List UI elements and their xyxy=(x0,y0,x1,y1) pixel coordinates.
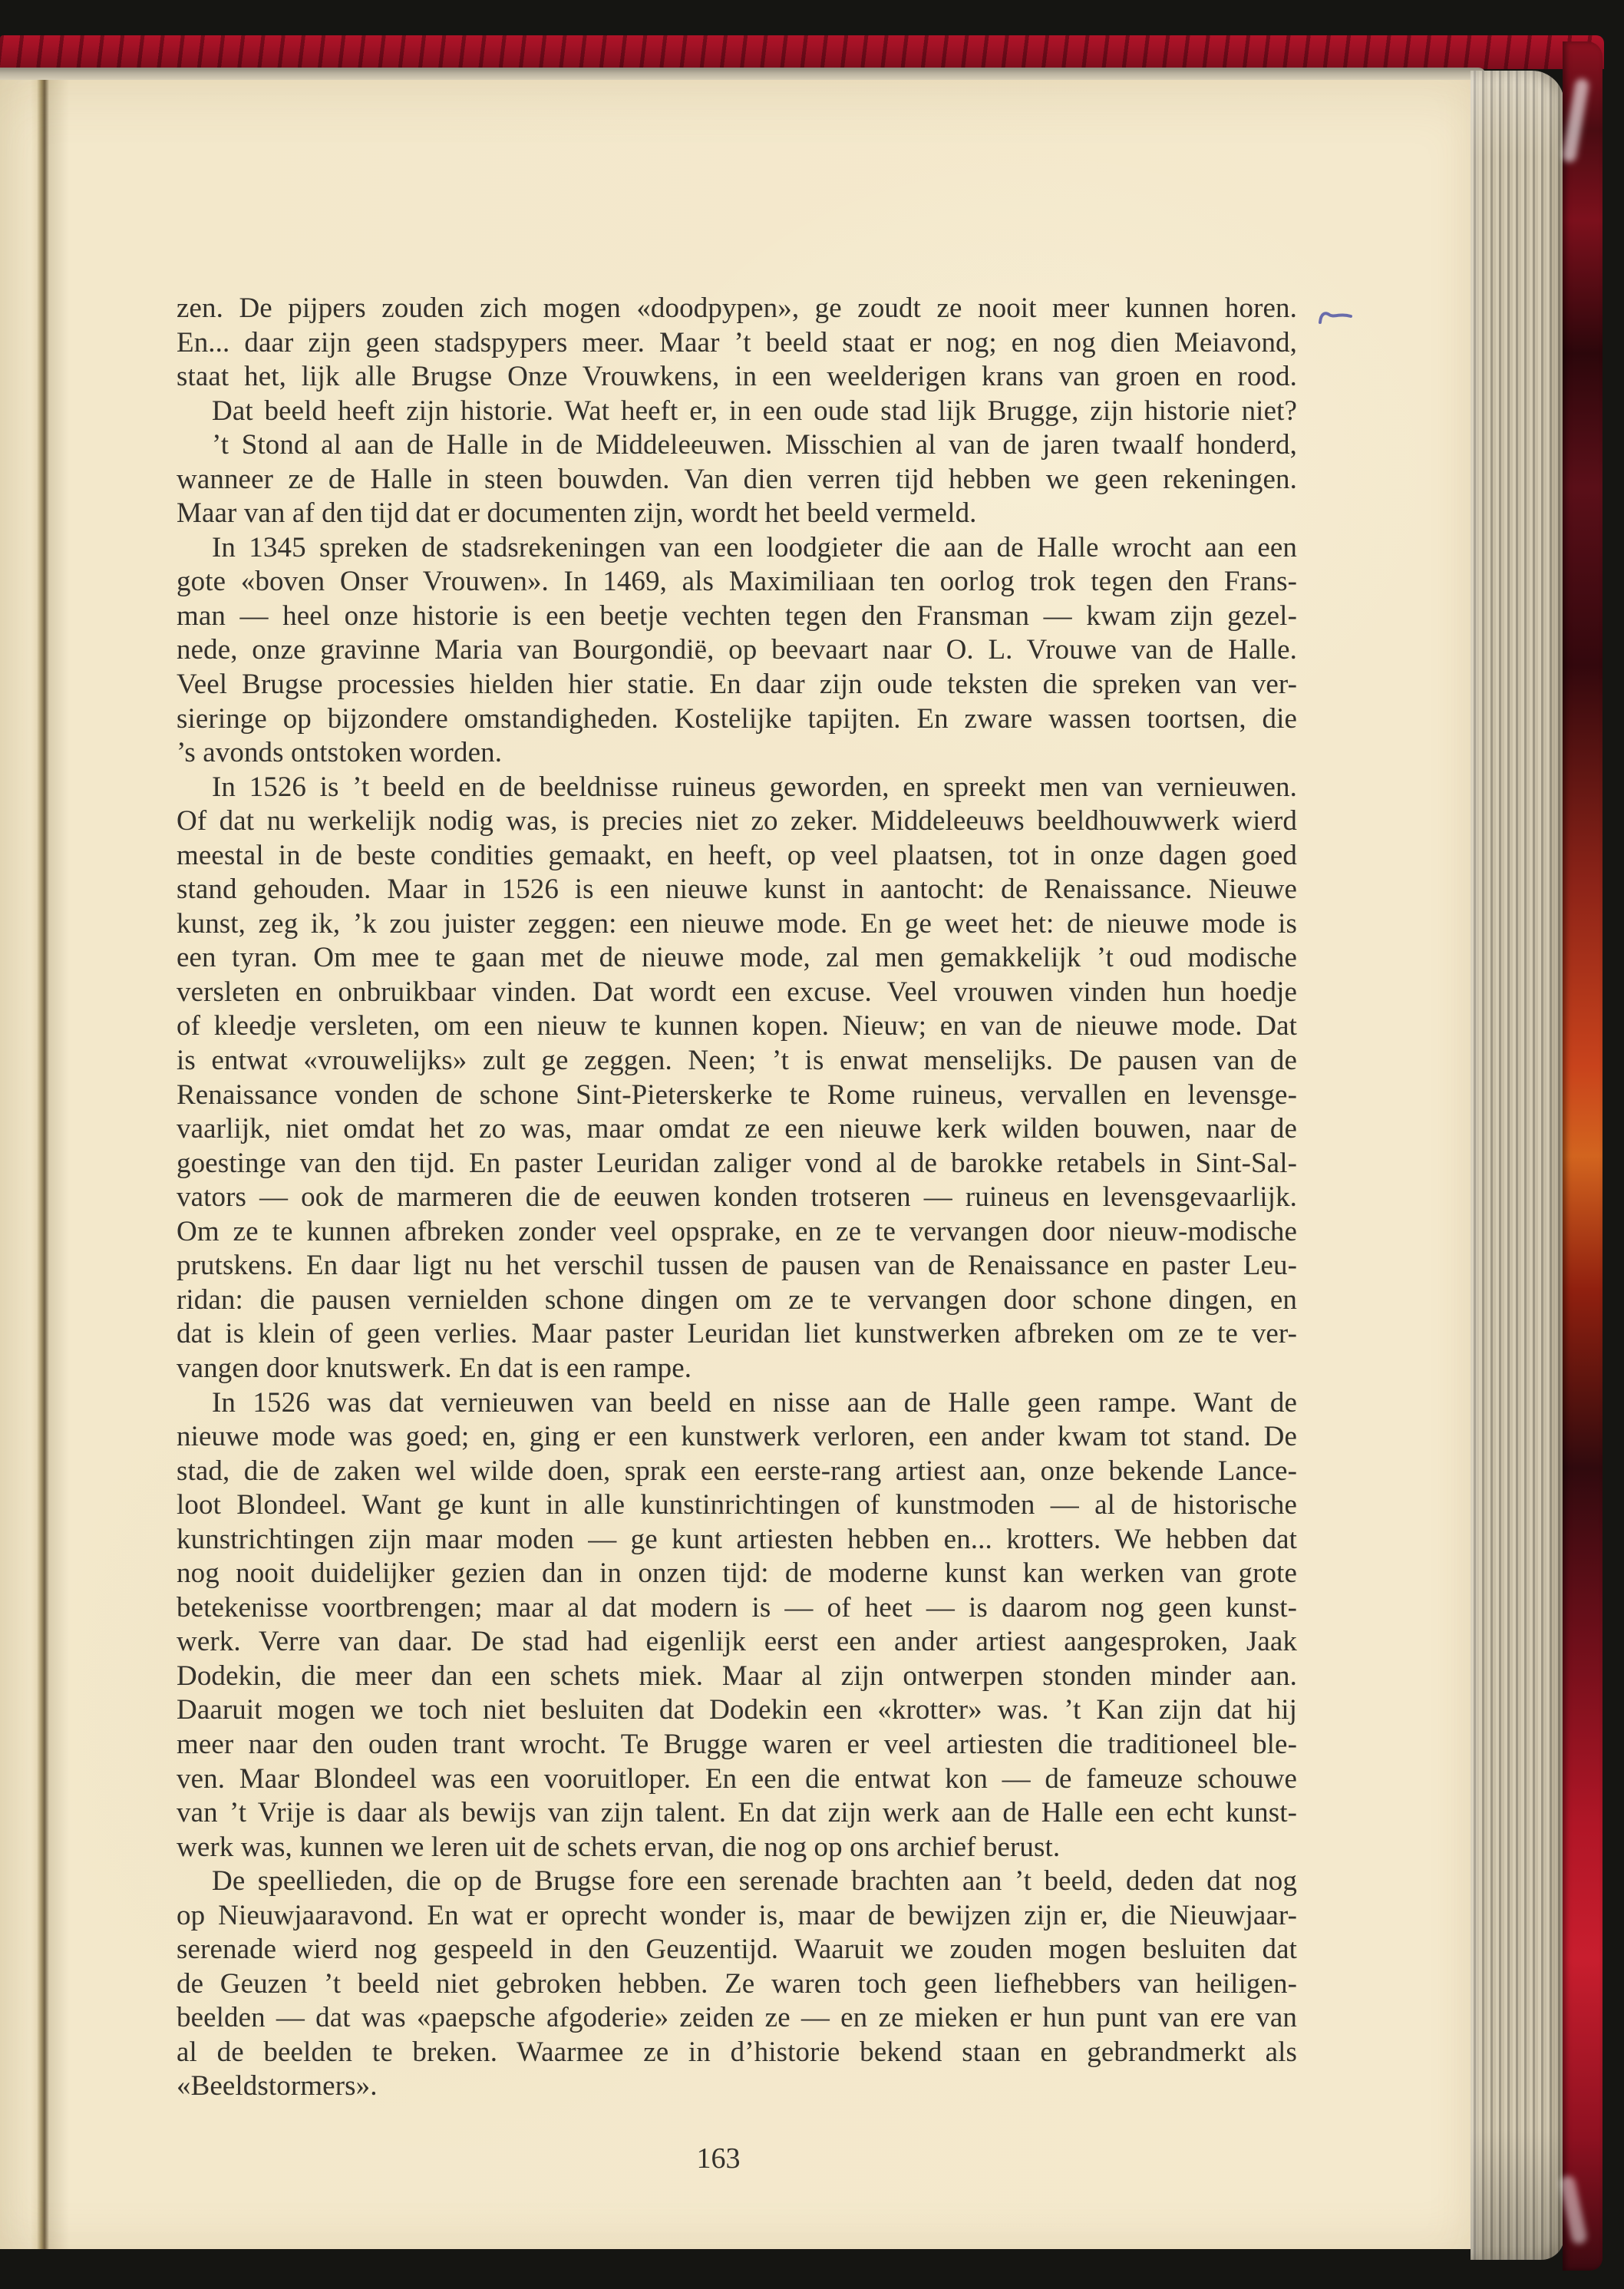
text-line: loot Blondeel. Want ge kunt in alle kunstinrichtingen of kunstmoden — al de historische xyxy=(177,1489,1297,1521)
text-line: dat is klein of geen verlies. Maar paster Leuridan liet kunstwerken afbreken om ze te ver- xyxy=(177,1318,1297,1350)
text-line: zen. De pijpers zouden zich mogen «doodpypen», ge zoudt ze nooit meer kunnen horen. xyxy=(177,292,1297,324)
plastic-wrap-glint xyxy=(1559,2175,1588,2245)
text-line: In 1526 was dat vernieuwen van beeld en nisse aan de Halle geen rampe. Want de xyxy=(212,1386,1297,1419)
book-cover-top-edge xyxy=(0,35,1604,69)
text-line: goestinge van den tijd. En paster Leuridan zaliger vond al de barokke retabels in Sint-Sal- xyxy=(177,1147,1297,1179)
book-cover-marbled-right xyxy=(1563,41,1603,2271)
text-line: Of dat nu werkelijk nodig was, is precies niet zo zeker. Middeleeuws beeldhouwwerk wierd xyxy=(177,805,1297,837)
text-line: nede, onze gravinne Maria van Bourgondië, op beevaart naar O. L. Vrouwe van de Halle. xyxy=(177,634,1297,666)
text-line: is entwat «vrouwelijks» zult ge zeggen. Neen; ’t is enwat menselijks. De pausen van de xyxy=(177,1045,1297,1077)
text-line: kunstrichtingen zijn maar moden — ge kunt artiesten hebben en... krotters. We hebben dat xyxy=(177,1523,1297,1555)
text-line: versleten en onbruikbaar vinden. Dat wordt een excuse. Veel vrouwen vinden hun hoedje xyxy=(177,976,1297,1008)
text-line: betekenisse voortbrengen; maar al dat modern is — of heet — is daarom nog geen kunst- xyxy=(177,1591,1297,1623)
text-line: de Geuzen ’t beeld niet gebroken hebben. Ze waren toch geen liefhebbers van heiligen- xyxy=(177,1967,1297,2000)
text-line: vators — ook de marmeren die de eeuwen konden trotseren — ruineus en levensgevaarlijk. xyxy=(177,1181,1297,1214)
text-line: wanneer ze de Halle in steen bouwden. Van dien verren tijd hebben we geen rekeningen. xyxy=(177,463,1297,495)
text-line: ridan: die pausen vernielden schone dingen om ze te vervangen door schone dingen, en xyxy=(177,1283,1297,1316)
text-line: of kleedje versleten, om een nieuw te kunnen kopen. Nieuw; en van de nieuwe mode. Dat xyxy=(177,1010,1297,1042)
text-line: op Nieuwjaaravond. En wat er oprecht wonder is, maar de bewijzen zijn er, die Nieuwjaar- xyxy=(177,1899,1297,1931)
text-line: meer naar den ouden trant wrocht. Te Brugge waren er veel artiesten die traditioneel ble- xyxy=(177,1728,1297,1760)
text-line: gote «boven Onser Vrouwen». In 1469, als Maximiliaan ten oorlog trok tegen den Frans- xyxy=(177,566,1297,598)
text-line: Renaissance vonden de schone Sint-Pieterskerke te Rome ruineus, vervallen en levensge- xyxy=(177,1078,1297,1111)
text-line: nieuwe mode was goed; en, ging er een kunstwerk verloren, een ander kwam tot stand. De xyxy=(177,1421,1297,1453)
text-line: staat het, lijk alle Brugse Onze Vrouwkens, in een weelderigen krans van groen en rood. xyxy=(177,361,1297,393)
text-line: nog nooit duidelijker gezien dan in onzen tijd: de moderne kunst kan werken van grote xyxy=(177,1557,1297,1590)
text-line: In 1345 spreken de stadsrekeningen van een loodgieter die aan de Halle wrocht aan een xyxy=(212,531,1297,563)
pen-mark-annotation xyxy=(1317,307,1358,329)
text-line: een tyran. Om mee te gaan met de nieuwe mode, zal men gemakkelijk ’t oud modische xyxy=(177,942,1297,974)
text-line: vaarlijk, niet omdat het zo was, maar omdat ze een nieuwe kerk wilden bouwen, naar de xyxy=(177,1113,1297,1145)
text-line: sieringe op bijzondere omstandigheden. Kostelijke tapijten. En zware wassen toortsen, die xyxy=(177,702,1297,735)
text-line: Dodekin, die meer dan een schets miek. Maar al zijn ontwerpen stonden minder aan. xyxy=(177,1660,1297,1692)
text-line: stand gehouden. Maar in 1526 is een nieuwe kunst in aantocht: de Renaissance. Nieuwe xyxy=(177,874,1297,906)
text-line: De speellieden, die op de Brugse fore een serenade brachten aan ’t beeld, deden dat nog xyxy=(212,1865,1297,1898)
text-line: van ’t Vrije is daar als bewijs van zijn talent. En dat zijn werk aan de Halle een echt kunst- xyxy=(177,1797,1297,1829)
text-line: serenade wierd nog gespeeld in den Geuzentijd. Waaruit we zouden mogen besluiten dat xyxy=(177,1934,1297,1966)
text-line: En... daar zijn geen stadspypers meer. Maar ’t beeld staat er nog; en nog dien Meiavond, xyxy=(177,326,1297,358)
text-line: stad, die de zaken wel wilde doen, sprak een eerste-rang artiest aan, onze bekende Lance- xyxy=(177,1455,1297,1487)
text-line: kunst, zeg ik, ’k zou juister zeggen: een nieuwe mode. En ge weet het: de nieuwe mode is xyxy=(177,907,1297,940)
text-line: prutskens. En daar ligt nu het verschil tussen de pausen van de Renaissance en paster Leu- xyxy=(177,1250,1297,1282)
text-line: vangen door knutswerk. En dat is een rampe. xyxy=(177,1352,692,1384)
pages-fore-edge xyxy=(1471,71,1564,2260)
book-page xyxy=(0,80,1471,2249)
text-line: beelden — dat was «paepsche afgoderie» zeiden ze — en ze mieken er hun punt van ere van xyxy=(177,2002,1297,2034)
plastic-wrap-glint xyxy=(1562,78,1590,163)
text-line: ’s avonds ontstoken worden. xyxy=(177,737,503,769)
text-line: meestal in de beste condities gemaakt, en heeft, op veel plaatsen, tot in onze dagen goed xyxy=(177,839,1297,871)
text-line: «Beeldstormers». xyxy=(177,2070,378,2102)
text-line: al de beelden te breken. Waarmee ze in d’historie bekend staan en gebrandmerkt als xyxy=(177,2036,1297,2068)
text-line: Maar van af den tijd dat er documenten zijn, wordt het beeld vermeld. xyxy=(177,497,977,530)
text-line: man — heel onze historie is een beetje vechten tegen den Fransman — kwam zijn gezel- xyxy=(177,600,1297,632)
text-line: Om ze te kunnen afbreken zonder veel opsprake, en ze te vervangen door nieuw-modische xyxy=(177,1215,1297,1247)
text-line: Dat beeld heeft zijn historie. Wat heeft er, in een oude stad lijk Brugge, zijn historie niet? xyxy=(212,395,1297,427)
page-number: 163 xyxy=(696,2142,741,2175)
text-line: ’t Stond al aan de Halle in de Middeleeuwen. Misschien al van de jaren twaalf honderd, xyxy=(212,429,1297,461)
text-block xyxy=(177,292,1297,2104)
text-line: Veel Brugse processies hielden hier statie. En daar zijn oude teksten die spreken van ver- xyxy=(177,669,1297,701)
text-line: werk. Verre van daar. De stad had eigenlijk eerst een ander artiest aangesproken, Jaak xyxy=(177,1626,1297,1658)
text-line: In 1526 is ’t beeld en de beeldnisse ruineus geworden, en spreekt men van vernieuwen. xyxy=(212,771,1297,803)
text-line: Daaruit mogen we toch niet besluiten dat Dodekin een «krotter» was. ’t Kan zijn dat hij xyxy=(177,1694,1297,1726)
text-line: ven. Maar Blondeel was een vooruitloper. En een die entwat kon — de fameuze schouwe xyxy=(177,1762,1297,1795)
text-line: werk was, kunnen we leren uit de schets ervan, die nog op ons archief berust. xyxy=(177,1831,1061,1863)
